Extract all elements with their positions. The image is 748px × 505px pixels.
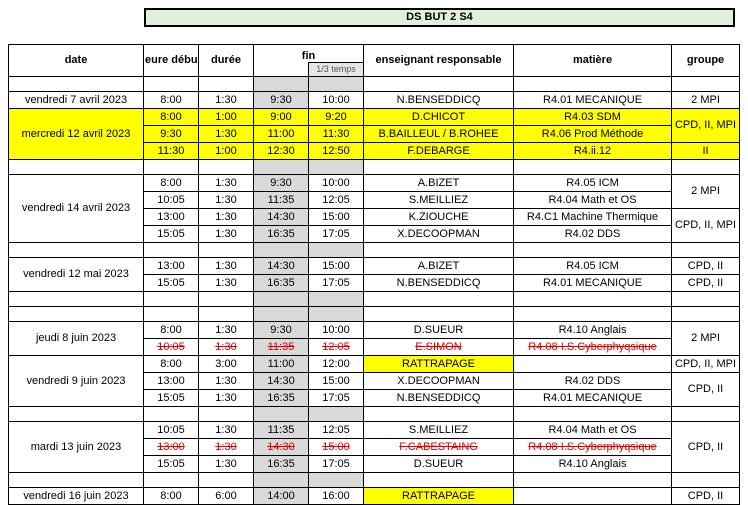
- group-cell: CPD, II, MPI: [672, 356, 740, 373]
- table-row: [9, 92, 740, 109]
- table-row: [9, 258, 740, 275]
- subject-cell: R4.05 ICM: [514, 258, 672, 275]
- spacer-row: [9, 160, 740, 175]
- spacer-cell: [9, 160, 144, 175]
- end-time-cell: 14:30: [254, 373, 309, 390]
- spacer-cell: [9, 307, 144, 322]
- spacer-cell: [364, 407, 514, 422]
- spacer-cell: [514, 473, 672, 488]
- teacher-cell: N.BENSEDDICQ: [364, 275, 514, 292]
- group-cell: 2 MPI: [672, 92, 740, 109]
- spacer-row: [9, 307, 740, 322]
- subject-cell: R4.02 DDS: [514, 226, 672, 243]
- rattrapage-cell: RATTRAPAGE: [364, 356, 514, 373]
- spacer-cell: [9, 407, 144, 422]
- date-cell: vendredi 14 avril 2023: [9, 175, 144, 243]
- subject-cell: R4.06 Prod Méthode: [514, 126, 672, 143]
- date-cell: mercredi 12 avril 2023: [9, 109, 144, 160]
- spacer-cell: [309, 473, 364, 488]
- group-cell: 2 MPI: [672, 175, 740, 209]
- duration-cell: 3:00: [199, 356, 254, 373]
- teacher-cell: D.SUEUR: [364, 322, 514, 339]
- duration-cell: 1:30: [199, 275, 254, 292]
- end-time-cell: 11:00: [254, 126, 309, 143]
- start-time-cell: 8:00: [144, 356, 199, 373]
- teacher-cell: F.DEBARGE: [364, 143, 514, 160]
- duration-cell: 1:30: [199, 226, 254, 243]
- start-time-cell: 11:30: [144, 143, 199, 160]
- header-date: date: [9, 45, 144, 77]
- spacer-row: [9, 407, 740, 422]
- end-time-cell: 9:00: [254, 109, 309, 126]
- spacer-cell: [364, 243, 514, 258]
- spacer-cell: [514, 243, 672, 258]
- end-third-time-cell: 17:05: [309, 390, 364, 407]
- subject-cell: R4.10 Anglais: [514, 456, 672, 473]
- group-cell: CPD, II: [672, 275, 740, 292]
- end-time-cell: 14:00: [254, 488, 309, 505]
- date-cell: mardi 13 juin 2023: [9, 422, 144, 473]
- spacer-cell: [144, 243, 199, 258]
- date-cell: vendredi 16 juin 2023: [9, 488, 144, 505]
- duration-cell: 1:30: [199, 422, 254, 439]
- subject-cell: [514, 356, 672, 373]
- duration-cell: 1:30: [199, 339, 254, 356]
- spacer-cell: [9, 292, 144, 307]
- group-cell: CPD, II, MPI: [672, 209, 740, 243]
- end-third-time-cell: 9:20: [309, 109, 364, 126]
- spacer-cell: [144, 77, 199, 92]
- table-row: [9, 422, 740, 439]
- group-cell: CPD, II, MPI: [672, 109, 740, 143]
- rattrapage-cell: RATTRAPAGE: [364, 488, 514, 505]
- group-cell: CPD, II: [672, 422, 740, 473]
- spacer-row: [9, 77, 740, 92]
- teacher-cell: X.DECOOPMAN: [364, 373, 514, 390]
- start-time-cell: 10:05: [144, 339, 199, 356]
- teacher-cell: S.MEILLIEZ: [364, 192, 514, 209]
- duration-cell: 1:30: [199, 126, 254, 143]
- header-subject: matière: [514, 45, 672, 77]
- end-time-cell: 16:35: [254, 275, 309, 292]
- subject-cell: R4.01 MECANIQUE: [514, 92, 672, 109]
- spacer-cell: [144, 407, 199, 422]
- spacer-cell: [514, 407, 672, 422]
- teacher-cell: A.BIZET: [364, 175, 514, 192]
- start-time-cell: 13:00: [144, 258, 199, 275]
- subject-cell: R4.01 MECANIQUE: [514, 390, 672, 407]
- end-third-time-cell: 12:05: [309, 192, 364, 209]
- start-time-cell: 8:00: [144, 92, 199, 109]
- spacer-cell: [144, 292, 199, 307]
- end-time-cell: 16:35: [254, 456, 309, 473]
- spacer-cell: [254, 407, 309, 422]
- end-third-time-cell: 15:00: [309, 373, 364, 390]
- end-third-time-cell: 17:05: [309, 456, 364, 473]
- end-time-cell: 14:30: [254, 209, 309, 226]
- spacer-cell: [199, 407, 254, 422]
- duration-cell: 1:00: [199, 109, 254, 126]
- end-third-time-cell: 12:00: [309, 356, 364, 373]
- end-time-cell: 9:30: [254, 322, 309, 339]
- spacer-cell: [309, 292, 364, 307]
- duration-cell: 1:30: [199, 209, 254, 226]
- group-cell: CPD, II: [672, 488, 740, 505]
- subject-cell: R4.C1 Machine Thermique: [514, 209, 672, 226]
- spacer-cell: [364, 160, 514, 175]
- spacer-cell: [254, 307, 309, 322]
- spacer-cell: [199, 160, 254, 175]
- spacer-cell: [199, 473, 254, 488]
- subject-cell: R4.04 Math et OS: [514, 192, 672, 209]
- teacher-cell: B.BAILLEUL / B.ROHEE: [364, 126, 514, 143]
- spacer-row: [9, 243, 740, 258]
- header-end: fin: [254, 45, 364, 63]
- table-row: [9, 356, 740, 373]
- teacher-cell: K.ZIOUCHE: [364, 209, 514, 226]
- spacer-cell: [9, 473, 144, 488]
- start-time-cell: 8:00: [144, 322, 199, 339]
- spacer-cell: [514, 307, 672, 322]
- end-time-cell: 9:30: [254, 92, 309, 109]
- start-time-cell: 13:00: [144, 439, 199, 456]
- spacer-cell: [364, 307, 514, 322]
- teacher-cell: S.MEILLIEZ: [364, 422, 514, 439]
- spacer-cell: [199, 307, 254, 322]
- table-row: [9, 175, 740, 192]
- date-cell: jeudi 8 juin 2023: [9, 322, 144, 356]
- end-time-cell: 16:35: [254, 226, 309, 243]
- end-third-time-cell: 11:30: [309, 126, 364, 143]
- start-time-cell: 15:05: [144, 390, 199, 407]
- end-time-cell: 14:30: [254, 258, 309, 275]
- header-start: eure débu: [144, 45, 199, 77]
- date-cell: vendredi 12 mai 2023: [9, 258, 144, 292]
- subject-cell: R4.02 DDS: [514, 373, 672, 390]
- end-time-cell: 11:35: [254, 422, 309, 439]
- subject-cell: R4.04 Math et OS: [514, 422, 672, 439]
- spacer-cell: [199, 292, 254, 307]
- start-time-cell: 13:00: [144, 373, 199, 390]
- teacher-cell: N.BENSEDDICQ: [364, 92, 514, 109]
- end-time-cell: 9:30: [254, 175, 309, 192]
- spacer-row: [9, 292, 740, 307]
- teacher-cell: D.SUEUR: [364, 456, 514, 473]
- start-time-cell: 10:05: [144, 422, 199, 439]
- end-third-time-cell: 17:05: [309, 226, 364, 243]
- header-group: groupe: [672, 45, 740, 77]
- group-cell: 2 MPI: [672, 322, 740, 356]
- end-third-time-cell: 10:00: [309, 322, 364, 339]
- header-teacher: enseignant responsable: [364, 45, 514, 77]
- spacer-cell: [254, 243, 309, 258]
- duration-cell: 1:30: [199, 192, 254, 209]
- spacer-cell: [672, 160, 740, 175]
- spacer-cell: [514, 160, 672, 175]
- spacer-cell: [309, 243, 364, 258]
- end-time-cell: 11:35: [254, 192, 309, 209]
- date-cell: vendredi 9 juin 2023: [9, 356, 144, 407]
- spacer-cell: [364, 473, 514, 488]
- spacer-cell: [309, 77, 364, 92]
- start-time-cell: 15:05: [144, 456, 199, 473]
- teacher-cell: N.BENSEDDICQ: [364, 390, 514, 407]
- end-third-time-cell: 16:00: [309, 488, 364, 505]
- end-third-time-cell: 15:00: [309, 258, 364, 275]
- spacer-cell: [364, 77, 514, 92]
- spacer-cell: [309, 160, 364, 175]
- spacer-cell: [199, 77, 254, 92]
- duration-cell: 1:30: [199, 390, 254, 407]
- start-time-cell: 9:30: [144, 126, 199, 143]
- spacer-cell: [144, 160, 199, 175]
- subject-cell: R4.08 I.S.Cyberphyqsique: [514, 439, 672, 456]
- spacer-cell: [9, 77, 144, 92]
- start-time-cell: 15:05: [144, 226, 199, 243]
- spacer-cell: [254, 473, 309, 488]
- header-duration: durée: [199, 45, 254, 77]
- duration-cell: 6:00: [199, 488, 254, 505]
- end-third-time-cell: 10:00: [309, 175, 364, 192]
- spacer-cell: [672, 307, 740, 322]
- group-cell: CPD, II: [672, 258, 740, 275]
- end-third-time-cell: 12:50: [309, 143, 364, 160]
- table-row: [9, 488, 740, 505]
- spacer-cell: [672, 292, 740, 307]
- duration-cell: 1:30: [199, 322, 254, 339]
- start-time-cell: 8:00: [144, 109, 199, 126]
- duration-cell: 1:30: [199, 175, 254, 192]
- subject-cell: R4.03 SDM: [514, 109, 672, 126]
- teacher-cell: F.CABESTAING: [364, 439, 514, 456]
- end-third-time-cell: 17:05: [309, 275, 364, 292]
- subject-cell: R4.ii.12: [514, 143, 672, 160]
- spacer-cell: [672, 473, 740, 488]
- title-bar: [144, 8, 735, 27]
- exam-schedule-table: [8, 44, 740, 505]
- spacer-cell: [254, 77, 309, 92]
- teacher-cell: A.BIZET: [364, 258, 514, 275]
- spacer-cell: [9, 243, 144, 258]
- duration-cell: 1:30: [199, 92, 254, 109]
- spacer-cell: [514, 292, 672, 307]
- spacer-cell: [254, 160, 309, 175]
- spacer-cell: [672, 243, 740, 258]
- duration-cell: 1:30: [199, 373, 254, 390]
- group-cell: CPD, II: [672, 373, 740, 407]
- subject-cell: [514, 488, 672, 505]
- spacer-cell: [144, 473, 199, 488]
- teacher-cell: X.DECOOPMAN: [364, 226, 514, 243]
- spacer-cell: [364, 292, 514, 307]
- subject-cell: R4.10 Anglais: [514, 322, 672, 339]
- end-third-time-cell: 12:05: [309, 339, 364, 356]
- subject-cell: R4.01 MECANIQUE: [514, 275, 672, 292]
- spacer-row: [9, 473, 740, 488]
- table-row: [9, 322, 740, 339]
- group-cell: II: [672, 143, 740, 160]
- end-time-cell: 16:35: [254, 390, 309, 407]
- duration-cell: 1:00: [199, 143, 254, 160]
- spacer-cell: [514, 77, 672, 92]
- end-third-time-cell: 12:05: [309, 422, 364, 439]
- header-end-third: 1/3 temps: [309, 63, 364, 77]
- start-time-cell: 8:00: [144, 175, 199, 192]
- spacer-cell: [254, 292, 309, 307]
- teacher-cell: D.CHICOT: [364, 109, 514, 126]
- end-time-cell: 11:35: [254, 339, 309, 356]
- end-time-cell: 12:30: [254, 143, 309, 160]
- spacer-cell: [199, 243, 254, 258]
- duration-cell: 1:30: [199, 258, 254, 275]
- end-time-cell: 14:30: [254, 439, 309, 456]
- spacer-cell: [309, 407, 364, 422]
- table-row: [9, 109, 740, 126]
- end-third-time-cell: 15:00: [309, 209, 364, 226]
- end-time-cell: 11:00: [254, 356, 309, 373]
- teacher-cell: E.SIMON: [364, 339, 514, 356]
- start-time-cell: 15:05: [144, 275, 199, 292]
- spacer-cell: [672, 407, 740, 422]
- end-third-time-cell: 10:00: [309, 92, 364, 109]
- page-title: DS BUT 2 S4: [145, 9, 734, 26]
- start-time-cell: 10:05: [144, 192, 199, 209]
- spacer-cell: [672, 77, 740, 92]
- date-cell: vendredi 7 avril 2023: [9, 92, 144, 109]
- duration-cell: 1:30: [199, 456, 254, 473]
- subject-cell: R4.05 ICM: [514, 175, 672, 192]
- spacer-cell: [309, 307, 364, 322]
- duration-cell: 1:30: [199, 439, 254, 456]
- start-time-cell: 13:00: [144, 209, 199, 226]
- header-row: [9, 45, 740, 63]
- spacer-cell: [144, 307, 199, 322]
- subject-cell: R4.08 I.S.Cyberphyqsique: [514, 339, 672, 356]
- start-time-cell: 8:00: [144, 488, 199, 505]
- end-third-time-cell: 15:00: [309, 439, 364, 456]
